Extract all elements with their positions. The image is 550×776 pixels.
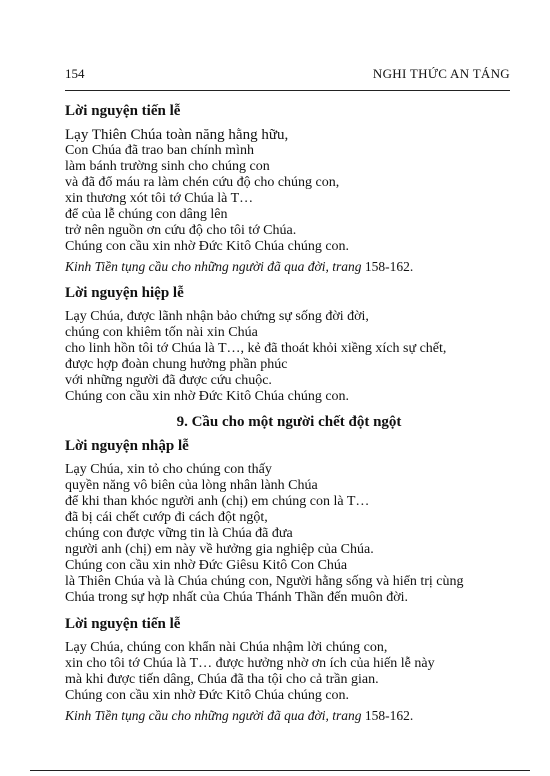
- prayer-line: Con Chúa đã trao ban chính mình: [65, 143, 254, 158]
- prayer-line: xin thương xót tôi tớ Chúa là T…: [65, 191, 254, 206]
- section-title: 9. Cầu cho một người chết đột ngột: [176, 414, 402, 430]
- prayer-line: cho linh hồn tôi tớ Chúa là T…, kẻ đã thoát khỏi xiềng xích sự chết,: [65, 341, 447, 356]
- prayer-line: chúng con khiêm tốn nài xin Chúa: [65, 325, 258, 340]
- page-number: 154: [65, 66, 85, 81]
- preface-note-pages: 158-162.: [361, 259, 414, 274]
- header-rule: [65, 90, 510, 91]
- prayer-line: người anh (chị) em này về hưởng gia nghiệp của Chúa.: [65, 542, 374, 557]
- prayer-offertory: [65, 102, 513, 275]
- prayer-line: đã bị cái chết cướp đi cách đột ngột,: [65, 510, 268, 525]
- prayer-line: mà khi được tiến dâng, Chúa đã tha tội cho cả trần gian.: [65, 672, 379, 687]
- prayer-line: Chúng con cầu xin nhờ Đức Kitô Chúa chúng con.: [65, 688, 350, 703]
- prayer-line: xin cho tôi tớ Chúa là T… được hưởng nhờ ơn ích của hiến lễ này: [65, 656, 435, 671]
- preface-note-text: Kinh Tiền tụng cầu cho những người đã qua đời, trang: [65, 259, 362, 274]
- prayer-line: Lạy Thiên Chúa toàn năng hằng hữu,: [65, 127, 289, 143]
- prayer-line: quyền năng vô biên của lòng nhân lành Chúa: [65, 478, 318, 493]
- page-header: [65, 66, 510, 86]
- prayer-line: để khi than khóc người anh (chị) em chúng con là T…: [65, 494, 370, 509]
- preface-note: [65, 259, 513, 275]
- prayer-line: được hợp đoàn chung hưởng phần phúc: [65, 357, 288, 372]
- prayer-line: để của lễ chúng con dâng lên: [65, 207, 228, 222]
- preface-note: [65, 708, 513, 724]
- page-content: [65, 100, 513, 724]
- prayer-heading: Lời nguyện nhập lễ: [65, 438, 189, 454]
- prayer-line: trở nên nguồn ơn cứu độ cho tôi tớ Chúa.: [65, 223, 297, 238]
- footer-rule: [30, 770, 530, 771]
- prayer-heading: Lời nguyện tiến lễ: [65, 103, 181, 119]
- prayer-line: Lạy Chúa, được lãnh nhận bảo chứng sự sống đời đời,: [65, 309, 369, 324]
- prayer-line: với những người đã được cứu chuộc.: [65, 373, 272, 388]
- prayer-line: Chúng con cầu xin nhờ Đức Giêsu Kitô Con Chúa: [65, 558, 348, 573]
- prayer-line: Chúng con cầu xin nhờ Đức Kitô Chúa chúng con.: [65, 389, 350, 404]
- preface-note-text: Kinh Tiền tụng cầu cho những người đã qua đời, trang: [65, 708, 362, 723]
- preface-note-pages: 158-162.: [361, 708, 414, 723]
- prayer-line: Chúa trong sự hợp nhất của Chúa Thánh Thần đến muôn đời.: [65, 590, 409, 605]
- prayer-offertory-2: [65, 615, 513, 724]
- prayer-heading: Lời nguyện hiệp lễ: [65, 285, 184, 301]
- prayer-line: làm bánh trường sinh cho chúng con: [65, 159, 270, 174]
- prayer-line: Chúng con cầu xin nhờ Đức Kitô Chúa chúng con.: [65, 239, 350, 254]
- prayer-heading: Lời nguyện tiến lễ: [65, 616, 181, 632]
- prayer-communion: [65, 284, 513, 405]
- prayer-line: và đã đổ máu ra làm chén cứu độ cho chúng con,: [65, 175, 340, 190]
- prayer-line: Lạy Chúa, xin tỏ cho chúng con thấy: [65, 462, 272, 477]
- prayer-line: Lạy Chúa, chúng con khẩn nài Chúa nhậm lời chúng con,: [65, 640, 388, 655]
- prayer-line: là Thiên Chúa và là Chúa chúng con, Người hằng sống và hiển trị cùng: [65, 574, 464, 589]
- prayer-line: chúng con được vững tin là Chúa đã đưa: [65, 526, 293, 541]
- running-title: NGHI THỨC AN TÁNG: [372, 66, 510, 81]
- prayer-opening: [65, 437, 513, 606]
